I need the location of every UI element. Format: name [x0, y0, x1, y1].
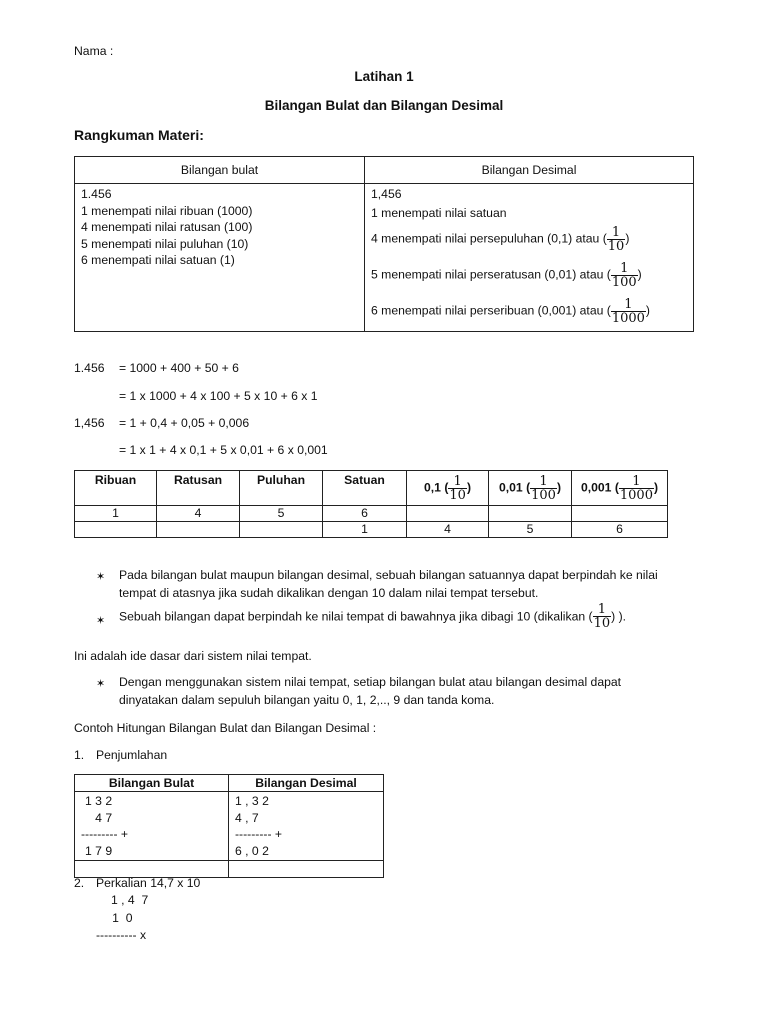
place-header-label: Puluhan: [256, 473, 306, 487]
penjumlahan-table: [74, 774, 384, 878]
penjumlahan-header: [229, 775, 384, 792]
bullet-2-text: Sebuah bilangan dapat berpindah ke nilai tempat di bawahnya jika dibagi 10 (dikalikan (: [119, 609, 593, 624]
place-cell: [157, 522, 240, 538]
frac-denominator: 100: [531, 487, 556, 503]
frac-numerator: 1: [453, 473, 462, 489]
fraction-1-100: [611, 262, 638, 289]
frac-numerator: 1: [611, 225, 621, 240]
close-paren: ): [653, 480, 659, 495]
col-header-desimal: [365, 157, 694, 184]
place-header: [407, 471, 489, 506]
calc-line: 1 , 4 7: [111, 893, 149, 907]
desimal-line: [371, 262, 687, 292]
fraction-1-10: [448, 475, 467, 502]
col-header-bulat: [75, 157, 365, 184]
place-cell: [407, 506, 489, 522]
calc-line: 1 , 3 2: [235, 794, 269, 808]
frac-denominator: 100: [611, 275, 637, 290]
place-header: [75, 471, 157, 506]
place-header-label: Ratusan: [173, 473, 223, 487]
place-header-label: 0,001 (: [580, 480, 619, 495]
desimal-line: [371, 298, 687, 328]
place-cell: [572, 506, 668, 522]
place-cell: 5: [240, 506, 323, 522]
col-header-bulat-label: Bilangan bulat: [180, 163, 259, 177]
frac-numerator: 1: [620, 261, 629, 276]
page-title: Latihan 1: [354, 69, 414, 84]
calc-line: --------- +: [81, 827, 129, 841]
desimal-line3-text: 4 menempati nilai persepuluhan (0,1) atau (: [371, 231, 607, 246]
bullet-star-icon: ✶: [96, 678, 106, 690]
close-paren: ): [645, 303, 650, 318]
place-header: [489, 471, 572, 506]
col-header-desimal-label: Bilangan Desimal: [481, 163, 577, 177]
desimal-line: 1,456: [371, 187, 402, 201]
bullet-text: [119, 603, 626, 630]
bulat-line: 4 menempati nilai ratusan (100): [81, 220, 253, 234]
page-subtitle: Bilangan Bulat dan Bilangan Desimal: [264, 98, 504, 113]
bullet-2-end: ) ).: [611, 609, 627, 624]
frac-denominator: 10: [607, 239, 625, 254]
place-header-label: Satuan: [344, 473, 385, 487]
fraction-1-10: [593, 603, 612, 630]
desimal-line: 1 menempati nilai satuan: [371, 206, 507, 220]
place-row: [75, 506, 668, 522]
frac-numerator: 1: [597, 602, 607, 617]
frac-numerator: 1: [624, 297, 633, 312]
calc-line: 1 7 9: [85, 843, 113, 858]
bullet-text: tempat di atasnya jika sudah dikalikan dengan 10 dalam nilai tempat tersebut.: [119, 586, 539, 600]
place-cell: [75, 522, 157, 538]
place-header: [157, 471, 240, 506]
empty-cell: [75, 861, 229, 878]
calc-line: 1 3 2: [85, 794, 113, 808]
desimal-cell: [365, 184, 694, 332]
calc-line: ---------- x: [96, 928, 147, 942]
place-header: [323, 471, 407, 506]
equation-right: = 1 x 1 + 4 x 0,1 + 5 x 0,01 + 6 x 0,001: [119, 443, 328, 457]
fraction-1-1000: [611, 298, 646, 325]
idea-text: Ini adalah ide dasar dari sistem nilai tempat.: [74, 649, 312, 663]
frac-denominator: 10: [593, 616, 611, 631]
bullet-star-icon: ✶: [96, 615, 106, 627]
place-cell: 6: [323, 506, 407, 522]
equation-right: = 1000 + 400 + 50 + 6: [119, 361, 239, 375]
place-cell: 5: [489, 522, 572, 538]
place-header-label: 0,01 (: [498, 480, 531, 495]
rangkuman-heading: Rangkuman Materi:: [74, 127, 204, 143]
calc-line: --------- +: [235, 827, 283, 841]
desimal-line5-text: 6 menempati nilai perseribuan (0,001) atau (: [371, 303, 611, 318]
item-label: Perkalian 14,7 x 10: [96, 876, 201, 890]
bulat-line: 1.456: [81, 187, 112, 201]
equation-left: 1.456: [74, 361, 105, 375]
nama-label: Nama :: [74, 44, 114, 58]
place-cell: [240, 522, 323, 538]
summary-table: [74, 156, 694, 332]
frac-denominator: 1000: [619, 487, 653, 503]
close-paren: ): [637, 267, 642, 282]
desimal-line4-text: 5 menempati nilai perseratusan (0,01) atau (: [371, 267, 611, 282]
contoh-title: Contoh Hitungan Bilangan Bulat dan Bilangan Desimal :: [74, 721, 377, 735]
bullet-star-icon: ✶: [96, 571, 106, 583]
close-paren: ): [466, 480, 471, 495]
item-number: 1.: [74, 748, 85, 762]
equation-right: = 1 x 1000 + 4 x 100 + 5 x 10 + 6 x 1: [119, 389, 318, 403]
frac-numerator: 1: [632, 473, 641, 489]
place-cell: 1: [323, 522, 407, 538]
frac-denominator: 1000: [611, 311, 645, 326]
place-header-label: 0,1 (: [424, 480, 449, 495]
place-header: [572, 471, 668, 506]
desimal-line: [371, 226, 687, 256]
frac-numerator: 1: [539, 473, 548, 489]
item-label: Penjumlahan: [96, 748, 168, 762]
frac-denominator: 10: [449, 487, 466, 503]
place-row: [75, 522, 668, 538]
bulat-line: 5 menempati nilai puluhan (10): [81, 236, 249, 251]
place-cell: 4: [407, 522, 489, 538]
equation-left: 1,456: [74, 416, 105, 430]
penjumlahan-desimal-cell: [229, 792, 384, 861]
close-paren: ): [625, 231, 630, 246]
bullet-text: dinyatakan dalam sepuluh bilangan yaitu 0, 1, 2,.., 9 dan tanda koma.: [119, 693, 495, 707]
fraction-1-10: [607, 226, 626, 253]
penjumlahan-bulat-cell: [75, 792, 229, 861]
bulat-line: 6 menempati nilai satuan (1): [81, 253, 235, 267]
calc-line: 6 , 0 2: [235, 843, 269, 858]
item-number: 2.: [74, 876, 85, 890]
place-cell: 1: [75, 506, 157, 522]
penjumlahan-header-label: Bilangan Desimal: [255, 776, 357, 790]
place-value-table: [74, 470, 668, 538]
place-cell: 4: [157, 506, 240, 522]
equation-right: = 1 + 0,4 + 0,05 + 0,006: [119, 416, 250, 430]
bulat-line: 1 menempati nilai ribuan (1000): [81, 203, 253, 218]
close-paren: ): [556, 480, 562, 495]
bulat-cell: [75, 184, 365, 332]
fraction-1-1000: [619, 475, 654, 502]
place-header: [240, 471, 323, 506]
penjumlahan-header: [75, 775, 229, 792]
bullet-text: Pada bilangan bulat maupun bilangan desimal, sebuah bilangan satuannya dapat berpindah ke nilai: [119, 568, 658, 582]
penjumlahan-header-label: Bilangan Bulat: [108, 776, 195, 790]
fraction-1-100: [530, 475, 557, 502]
calc-line: 4 , 7: [235, 810, 259, 825]
bullet-text: Dengan menggunakan sistem nilai tempat, setiap bilangan bulat atau bilangan desimal dapat: [119, 675, 622, 689]
calc-line: 4 7: [85, 810, 113, 825]
place-header-label: Ribuan: [94, 473, 137, 487]
place-cell: 6: [572, 522, 668, 538]
calc-line: 1 0: [102, 911, 133, 925]
place-cell: [489, 506, 572, 522]
empty-cell: [229, 861, 384, 878]
